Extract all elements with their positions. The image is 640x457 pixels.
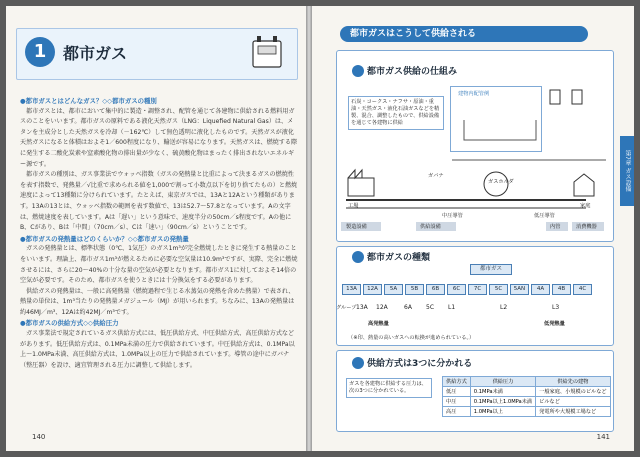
pipe-label: 中圧導管 (442, 213, 463, 219)
bullet-icon (352, 357, 364, 369)
question-heading: ●都市ガスとはどんなガス？◇◇都市ガスの種別 (20, 97, 157, 105)
gas-type-box: 12A (363, 284, 382, 295)
indoor-label: 建物内配管例 (458, 91, 490, 97)
section-heading: 供給方式は3つに分かれる (352, 356, 472, 369)
bar-label: 消費機器 (576, 224, 597, 230)
gas-group-label: L3 (552, 304, 560, 311)
gas-group-label: 13A (356, 304, 368, 311)
gas-type-box: 13A (342, 284, 361, 295)
section-heading: 都市ガスの種類 (352, 250, 430, 263)
conversion-note: （※印、熱量の高いガスへの転換が進められている。） (348, 335, 475, 341)
chapter-title: 都市ガス (63, 44, 128, 63)
low-heat-label: 低発熱量 (544, 321, 565, 327)
page-number: 140 (32, 433, 46, 441)
table-row: 高圧 1.0MPa以上 発電所や大規模工場など (443, 407, 611, 417)
left-page (6, 6, 306, 451)
pressure-table (442, 376, 611, 417)
group-label: グループ (336, 305, 357, 311)
table-header: 供給圧力 (470, 377, 535, 387)
factory-label: 工場 (348, 203, 359, 209)
gas-type-box: 4A (531, 284, 550, 295)
gas-type-box: 5AN (510, 284, 529, 295)
chapter-number: 1 (25, 37, 55, 67)
gas-type-box: 5B (405, 284, 424, 295)
high-heat-label: 高発熱量 (368, 321, 389, 327)
governor-label: ガバナ (428, 173, 444, 179)
pipe-label: 低圧導管 (534, 213, 555, 219)
gas-root: 都市ガス (470, 264, 512, 275)
home-label: 家庭 (580, 203, 591, 209)
gas-type-box: 4B (552, 284, 571, 295)
gas-type-box: 7C (468, 284, 487, 295)
gas-group-label: 5C (426, 304, 435, 311)
bar-label: 供給設備 (420, 224, 441, 230)
source-note: 石炭・コークス・ナフサ・原油・重油・天然ガス・液化石油ガスなどを精製、混合、調整したもので、供給設備を通じて各建物に供給 (348, 96, 444, 130)
table-row: 中圧 0.1MPa以上1.0MPa未満 ビルなど (443, 397, 611, 407)
page-banner: 都市ガスはこうして供給される (340, 26, 588, 42)
chapter-header (16, 28, 298, 80)
gas-type-box: 6B (426, 284, 445, 295)
paragraph: 都市ガスの種別は、ガス事業法でウォッベ指数（ガスの発熱量と比重によって決まるガスの燃焼性を表す指数で、発熱量／√比重で求められる値を1,000で割って小数点以下を切り捨てたもの）と燃焼速度によって13種類に分けられています。たとえば、東京ガスでは、13Aと12Aという種類があります。13Aの13とは、ウォッベ指数の範囲を表す数値で、13は52.7〜57.8となっています。Aの文字は、燃焼速度を表しています。Aは「遅い」という意味で、速度半分の50cm／s程度です。Aの他にB、Cがあり、Bは「中間」（70cm／s）、Cは「速い」（90cm／s）ということです。 (20, 171, 298, 232)
paragraph: ガスの発熱量とは、標準状態（0℃、1気圧）のガス1m³が完全燃焼したときに発生する熱量のことをいいます。理論上、都市ガス1m³が燃えるために必要な空気量は10.9m³ですが、実際、完全に燃焼させるには、さらに20〜40%の十分な量の空気が必要となります。都市ガス1に対しておよそ14倍の空気が必要です。そのため、都市ガスを使うときには十分換気をする必要があります。 (20, 245, 298, 285)
paragraph: 都市ガスとは、都市において集中的に製造・調整され、配管を通じて各建物に供給される燃料用ガスのことをいいます。都市ガスの原料である液化天然ガス（LNG：Liquefied Natural Gas）は、メタンを主成分とした天然ガスを冷却（－162℃）して無色透明に液化したものです。天然ガスが液化天然ガスになると体積はおよそ1／600程度になり、輸送が容易になります。天然ガスは、燃焼する際に発生する二酸化炭素や窒素酸化物の排出量が少なく、硫黄酸化物はまったく排出されないエネルギー源です。 (20, 107, 298, 168)
supply-diagram (336, 50, 612, 240)
bullet-icon (352, 251, 364, 263)
bar-label: 製造設備 (346, 224, 367, 230)
gas-type-box: 5A (384, 284, 403, 295)
right-page (312, 6, 634, 451)
gas-group-label: 6A (404, 304, 412, 311)
paragraph: ガス事業法で規定されているガス供給方式には、低圧供給方式、中圧供給方式、高圧供給方式などがあります。低圧供給方式は、0.1MPa未満の圧力で供給されています。中圧供給方式は、0.1MPa以上〜1.0MPa未満、高圧供給方式は、1.0MPa以上の圧力で供給されています。導管の途中にガバナ（整圧器）を設け、適宜管理される圧力に調整して供給します。 (20, 330, 295, 369)
paragraph: 供給ガスの発熱量は、一般に高発熱量（燃焼過程で生じる水蒸気の発熱を含めた熱量）で表され、熱量の単位は、1m³当たりの発熱量メガジュール（MJ）が用いられます。ちなみに、13Aの発熱量は約46MJ／m³、12Aは約42MJ／m³です。 (20, 287, 295, 316)
table-row: 低圧 0.1MPa未満 一般家庭、小規模のビルなど (443, 387, 611, 397)
gas-type-box: 6C (447, 284, 466, 295)
table-header: 供給先の建物 (536, 377, 610, 387)
table-header: 供給方式 (443, 377, 471, 387)
holder-label: ガスホルダ (488, 179, 514, 185)
question-heading: ●都市ガスの供給方式◇◇供給圧力 (20, 319, 119, 328)
gas-group-label: L2 (500, 304, 508, 311)
section-kinds (20, 96, 298, 371)
question-heading: ●都市ガスの発熱量はどのくらいか？◇◇都市ガスの発熱量 (20, 234, 189, 243)
gas-group-label: 12A (376, 304, 388, 311)
gas-type-box: 4C (573, 284, 592, 295)
gas-meter-icon (249, 35, 285, 71)
page-number: 141 (596, 433, 610, 441)
gas-group-label: L1 (448, 304, 456, 311)
section-heading: 都市ガス供給の仕組み (352, 64, 457, 77)
method-note: ガスを各建物に供給する圧力は、次の3つに分かれている。 (346, 378, 432, 398)
gas-type-box: 5C (489, 284, 508, 295)
bar-label: 内管 (550, 224, 561, 230)
chapter-tab: 第7章 ガス設備 (620, 136, 634, 206)
